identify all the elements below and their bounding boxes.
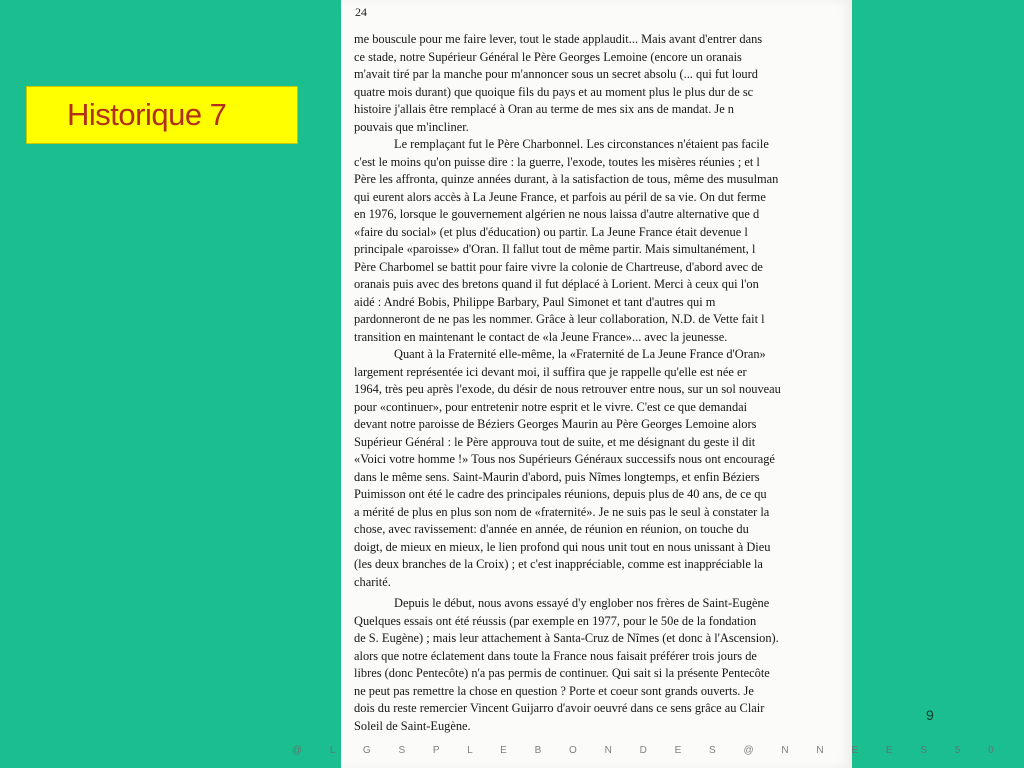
document-line: ne peut pas remettre la chose en question ? Porte et coeur sont grands ouverts. Je [354, 683, 754, 698]
document-line: Puimisson ont été le cadre des principales réunions, depuis plus de 40 ans, de ce qu [354, 487, 767, 501]
document-line: chose, avec ravissement: d'année en année, de réunion en réunion, on touche du [354, 522, 749, 536]
document-line: Depuis le début, nous avons essayé d'y englober nos frères de Saint-Eugène [394, 596, 770, 610]
document-line: Père Charbomel se battit pour faire vivre la colonie de Chartreuse, d'abord avec de [354, 259, 763, 274]
document-line: «faire du social» (et plus d'éducation) ou partir. La Jeune France était devenue l [354, 224, 748, 239]
document-line: Père les affronta, quinze années durant, à la satisfaction de tous, même des musulman [354, 172, 779, 186]
document-line: libres (donc Pentecôte) n'a pas permis de continuer. Qui sait si la présente Pentecôte [354, 666, 770, 680]
slide-title-box [26, 86, 298, 144]
document-line: dois du reste remercier Vincent Guijarro d'avoir oeuvré dans ce sens grâce au Clair [354, 701, 765, 715]
document-line: quatre mois durant) que quoique fils du pays et au moment plus le plus dur de sc [354, 84, 754, 99]
document-line: pouvais que m'incliner. [354, 119, 469, 134]
slide-number: 9 [926, 707, 934, 723]
document-line: c'est le moins qu'on puisse dire : la guerre, l'exode, toutes les misères réunies ; et l [354, 154, 760, 169]
document-line: qui eurent alors accès à La Jeune France, et parfois au péril de sa vie. On dut ferme [354, 189, 766, 204]
document-line: charité. [354, 574, 391, 589]
document-line: de S. Eugène) ; mais leur attachement à Santa-Cruz de Nîmes (et donc à l'Ascension). [354, 631, 779, 645]
document-line: en 1976, lorsque le gouvernement algérien ne nous laissa d'autre alternative que d [354, 207, 760, 221]
document-line: largement représentée ici devant moi, il suffira que je rappelle qu'elle est née er [354, 364, 747, 379]
slide-title: Historique 7 [67, 97, 227, 132]
document-line: a mérité de plus en plus son nom de «fraternité». Je ne suis pas le seul à constater la [354, 504, 770, 519]
document-line: transition en maintenant le contact de «la Jeune France»... avec la jeunesse. [354, 329, 728, 344]
document-body [354, 31, 852, 735]
document-line: dans le même sens. Saint-Maurin d'abord, puis Nîmes longtemps, et enfin Béziers [354, 469, 760, 484]
scanned-document-page [341, 0, 852, 768]
footer-watermark: @ L G S P L E B O N D E S @ N N E E S 5 0 [292, 745, 1007, 756]
document-line: aidé : André Bobis, Philippe Barbary, Paul Simonet et tant d'autres qui m [354, 294, 716, 309]
document-line: me bouscule pour me faire lever, tout le stade applaudit... Mais avant d'entrer dans [354, 32, 763, 46]
document-line: Supérieur Général : le Père approuva tout de suite, et me désignant du geste il dit [354, 434, 756, 449]
document-line: 1964, très peu après l'exode, du désir de nous retrouver entre nous, sur un sol nouveau [354, 382, 781, 396]
document-line: pardonneront de ne pas les nommer. Grâce à leur collaboration, N.D. de Vette fait l [354, 312, 765, 326]
document-line: principale «paroisse» d'Oran. Il fallut tout de même partir. Mais simultanément, l [354, 242, 756, 256]
document-line: Le remplaçant fut le Père Charbonnel. Les circonstances n'étaient pas facile [394, 137, 769, 151]
document-line: «Voici votre homme !» Tous nos Supérieurs Généraux successifs nous ont encouragé [354, 452, 775, 466]
document-page-number: 24 [355, 5, 367, 19]
document-line: Soleil de Saint-Eugène. [354, 718, 471, 733]
document-line: alors que notre éclatement dans toute la France nous faisait préférer trois jours de [354, 648, 757, 663]
document-line: pour «continuer», pour entretenir notre esprit et le vivre. C'est ce que demandai [354, 399, 748, 414]
document-line: ce stade, notre Supérieur Général le Père Georges Lemoine (encore un oranais [354, 49, 742, 64]
document-line: doigt, de mieux en mieux, le lien profond qui nous unit tout en nous unissant à Dieu [354, 539, 771, 554]
document-line: Quant à la Fraternité elle-même, la «Fraternité de La Jeune France d'Oran» [394, 347, 766, 361]
document-line: devant notre paroisse de Béziers Georges Maurin au Père Georges Lemoine alors [354, 417, 757, 431]
document-line: m'avait tiré par la manche pour m'annoncer sous un secret absolu (... qui fut lourd [354, 67, 758, 81]
document-line: (les deux branches de la Croix) ; et c'est inappréciable, comme est inappréciable la [354, 557, 763, 571]
document-line: oranais puis avec des bretons quand il fut déplacé à Lorient. Merci à ceux qui l'on [354, 277, 759, 291]
document-line: histoire j'allais être remplacé à Oran au terme de mes six ans de mandat. Je n [354, 102, 735, 116]
document-line: Quelques essais ont été réussis (par exemple en 1977, pour le 50e de la fondation [354, 613, 757, 628]
